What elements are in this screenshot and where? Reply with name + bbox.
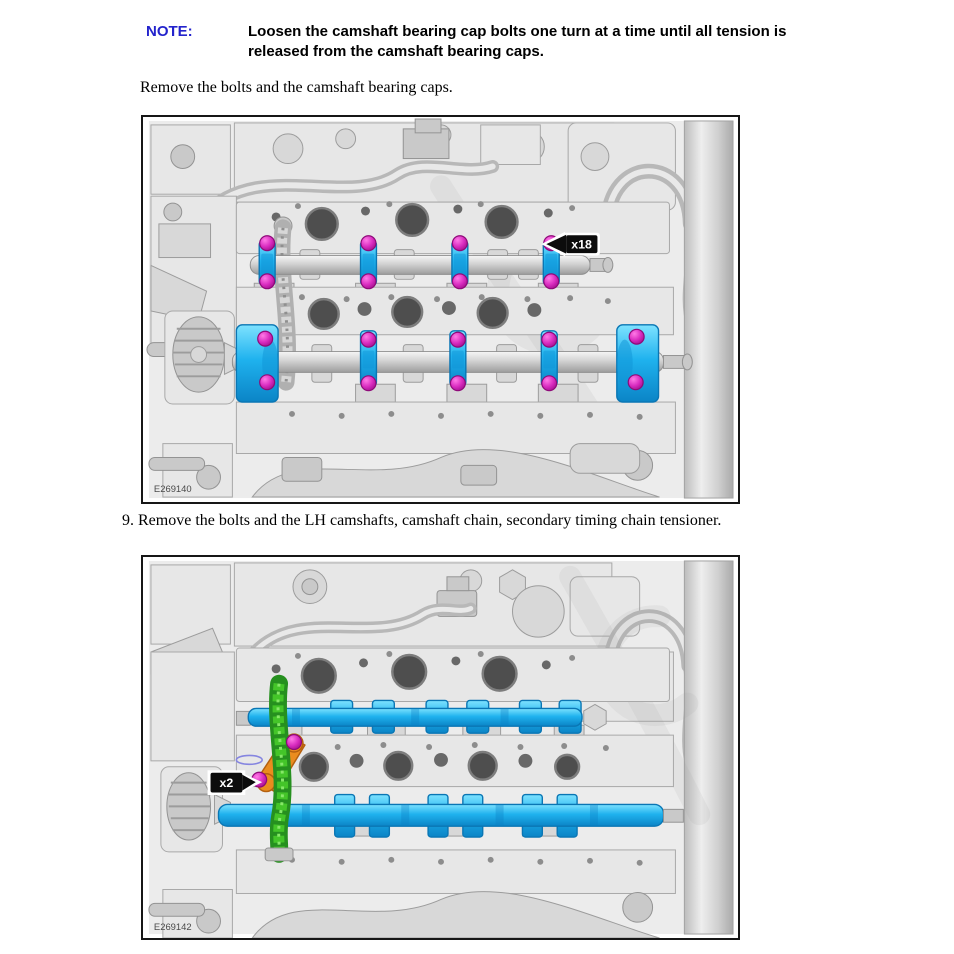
step-number: 9. — [122, 512, 134, 529]
water-pump — [165, 311, 240, 404]
badge-count-label: x18 — [571, 237, 592, 252]
figure-camshaft-bearing-caps — [141, 115, 740, 504]
chain-guide-shoe — [265, 848, 293, 861]
note-label: NOTE: — [146, 23, 193, 40]
note-text: Loosen the camshaft bearing cap bolts one turn at a time until all tension is released from the camshaft bearing caps. — [248, 23, 787, 60]
engine-illustration-1 — [143, 117, 738, 502]
step-text: Remove the bolts and the LH camshafts, camshaft chain, secondary timing chain tensioner. — [138, 512, 722, 529]
engine-illustration-2 — [143, 557, 738, 938]
instruction-paragraph: Remove the bolts and the camshaft bearing caps. — [140, 79, 453, 96]
figure-caption: E269140 — [153, 483, 192, 495]
figure-lh-camshafts-chain-tensioner — [141, 555, 740, 940]
note-block — [146, 22, 822, 62]
step-9-paragraph — [122, 512, 721, 530]
figure-caption: E269142 — [153, 921, 192, 933]
cylinder-head — [236, 648, 675, 893]
badge-count-label: x2 — [219, 776, 234, 791]
